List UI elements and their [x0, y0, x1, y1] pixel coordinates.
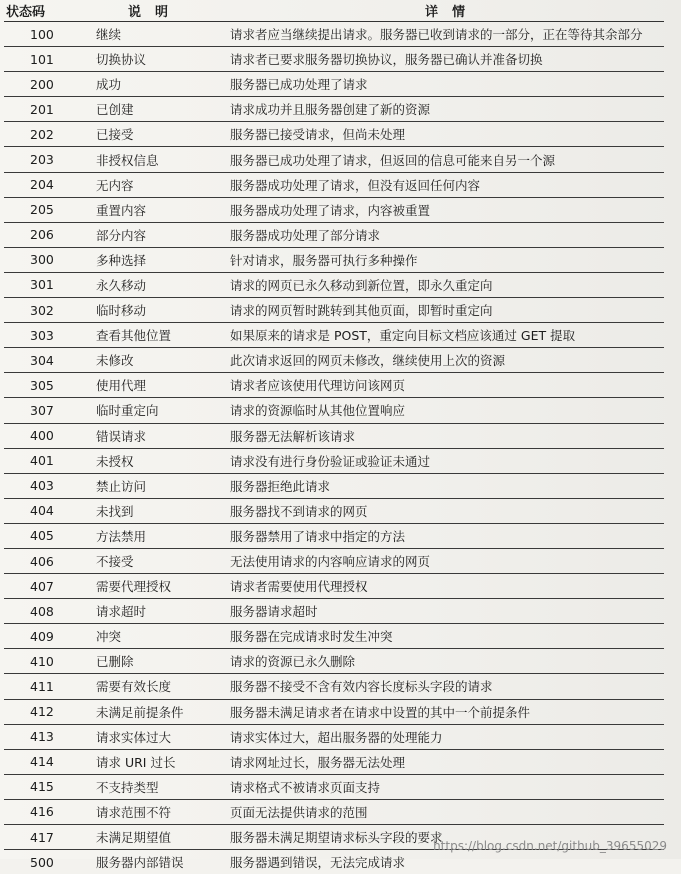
cell-code: 411 — [4, 674, 80, 699]
cell-detail: 无法使用请求的内容响应请求的网页 — [210, 548, 664, 573]
cell-detail: 服务器成功处理了请求，内容被重置 — [210, 197, 664, 222]
cell-code: 401 — [4, 448, 80, 473]
cell-desc: 未授权 — [80, 448, 210, 473]
table-row — [4, 799, 664, 824]
header-detail: 详情 — [210, 0, 664, 22]
cell-detail: 服务器无法解析该请求 — [210, 423, 664, 448]
cell-code: 307 — [4, 398, 80, 423]
cell-detail: 服务器未满足期望请求标头字段的要求 — [210, 825, 664, 850]
cell-desc: 继续 — [80, 22, 210, 47]
cell-detail: 服务器已成功处理了请求 — [210, 72, 664, 97]
cell-code: 414 — [4, 749, 80, 774]
cell-code: 302 — [4, 298, 80, 323]
cell-detail: 针对请求，服务器可执行多种操作 — [210, 247, 664, 272]
cell-desc: 非授权信息 — [80, 147, 210, 172]
cell-code: 409 — [4, 624, 80, 649]
cell-desc: 使用代理 — [80, 373, 210, 398]
cell-detail: 服务器未满足请求者在请求中设置的其中一个前提条件 — [210, 699, 664, 724]
cell-code: 405 — [4, 523, 80, 548]
cell-detail: 服务器已成功处理了请求，但返回的信息可能来自另一个源 — [210, 147, 664, 172]
cell-detail: 请求的资源已永久删除 — [210, 649, 664, 674]
table-row — [4, 97, 664, 122]
table-row — [4, 624, 664, 649]
cell-desc: 部分内容 — [80, 222, 210, 247]
cell-code: 300 — [4, 247, 80, 272]
table-row — [4, 272, 664, 297]
cell-desc: 请求超时 — [80, 599, 210, 624]
header-description: 说明 — [80, 0, 210, 22]
watermark: https://blog.csdn.net/github_39655029 — [433, 839, 667, 853]
table-row — [4, 850, 664, 874]
cell-detail: 请求网址过长，服务器无法处理 — [210, 749, 664, 774]
cell-code: 406 — [4, 548, 80, 573]
table-row — [4, 649, 664, 674]
cell-detail: 服务器不接受不含有效内容长度标头字段的请求 — [210, 674, 664, 699]
cell-detail: 请求者应该使用代理访问该网页 — [210, 373, 664, 398]
cell-detail: 服务器请求超时 — [210, 599, 664, 624]
cell-detail: 服务器遇到错误，无法完成请求 — [210, 850, 664, 874]
table-row — [4, 172, 664, 197]
table-row — [4, 222, 664, 247]
cell-desc: 重置内容 — [80, 197, 210, 222]
cell-detail: 请求实体过大，超出服务器的处理能力 — [210, 724, 664, 749]
table-body — [4, 22, 664, 874]
cell-code: 101 — [4, 47, 80, 72]
cell-code: 404 — [4, 498, 80, 523]
table-row — [4, 348, 664, 373]
cell-desc: 未满足前提条件 — [80, 699, 210, 724]
cell-code: 416 — [4, 799, 80, 824]
cell-desc: 未修改 — [80, 348, 210, 373]
table-row — [4, 423, 664, 448]
table-row — [4, 724, 664, 749]
cell-desc: 不支持类型 — [80, 774, 210, 799]
table-row — [4, 298, 664, 323]
cell-detail: 请求的资源临时从其他位置响应 — [210, 398, 664, 423]
cell-detail: 服务器拒绝此请求 — [210, 473, 664, 498]
cell-code: 203 — [4, 147, 80, 172]
cell-code: 417 — [4, 825, 80, 850]
http-status-table — [4, 0, 664, 874]
cell-code: 305 — [4, 373, 80, 398]
cell-detail: 服务器找不到请求的网页 — [210, 498, 664, 523]
cell-detail: 服务器在完成请求时发生冲突 — [210, 624, 664, 649]
cell-code: 206 — [4, 222, 80, 247]
cell-detail: 页面无法提供请求的范围 — [210, 799, 664, 824]
cell-code: 204 — [4, 172, 80, 197]
table-row — [4, 574, 664, 599]
cell-desc: 多种选择 — [80, 247, 210, 272]
table-row — [4, 122, 664, 147]
cell-desc: 临时重定向 — [80, 398, 210, 423]
cell-detail: 服务器成功处理了请求，但没有返回任何内容 — [210, 172, 664, 197]
cell-detail: 请求没有进行身份验证或验证未通过 — [210, 448, 664, 473]
cell-desc: 错误请求 — [80, 423, 210, 448]
cell-desc: 已接受 — [80, 122, 210, 147]
cell-detail: 请求格式不被请求页面支持 — [210, 774, 664, 799]
cell-desc: 不接受 — [80, 548, 210, 573]
cell-desc: 方法禁用 — [80, 523, 210, 548]
cell-code: 201 — [4, 97, 80, 122]
cell-desc: 请求范围不符 — [80, 799, 210, 824]
table-row — [4, 373, 664, 398]
cell-detail: 请求的网页已永久移动到新位置，即永久重定向 — [210, 272, 664, 297]
cell-code: 301 — [4, 272, 80, 297]
cell-detail: 服务器成功处理了部分请求 — [210, 222, 664, 247]
cell-code: 200 — [4, 72, 80, 97]
header-code: 状态码 — [4, 0, 80, 22]
cell-desc: 已删除 — [80, 649, 210, 674]
cell-code: 500 — [4, 850, 80, 874]
cell-desc: 请求实体过大 — [80, 724, 210, 749]
cell-desc: 切换协议 — [80, 47, 210, 72]
table-row — [4, 247, 664, 272]
cell-desc: 需要有效长度 — [80, 674, 210, 699]
cell-code: 400 — [4, 423, 80, 448]
table-row — [4, 523, 664, 548]
table-row — [4, 674, 664, 699]
table-row — [4, 699, 664, 724]
cell-detail: 如果原来的请求是 POST，重定向目标文档应该通过 GET 提取 — [210, 323, 664, 348]
cell-detail: 请求者需要使用代理授权 — [210, 574, 664, 599]
table-row — [4, 473, 664, 498]
table-row — [4, 498, 664, 523]
cell-desc: 已创建 — [80, 97, 210, 122]
table-row — [4, 548, 664, 573]
table-row — [4, 774, 664, 799]
cell-detail: 服务器禁用了请求中指定的方法 — [210, 523, 664, 548]
table-row — [4, 22, 664, 47]
table-row — [4, 147, 664, 172]
cell-code: 408 — [4, 599, 80, 624]
cell-desc: 请求 URI 过长 — [80, 749, 210, 774]
cell-detail: 请求者应当继续提出请求。服务器已收到请求的一部分，正在等待其余部分 — [210, 22, 664, 47]
table-header-row — [4, 0, 664, 22]
cell-code: 403 — [4, 473, 80, 498]
table-row — [4, 398, 664, 423]
cell-code: 413 — [4, 724, 80, 749]
cell-detail: 此次请求返回的网页未修改，继续使用上次的资源 — [210, 348, 664, 373]
table-row — [4, 197, 664, 222]
cell-desc: 成功 — [80, 72, 210, 97]
table-row — [4, 323, 664, 348]
cell-code: 410 — [4, 649, 80, 674]
cell-detail: 请求成功并且服务器创建了新的资源 — [210, 97, 664, 122]
cell-desc: 临时移动 — [80, 298, 210, 323]
cell-desc: 冲突 — [80, 624, 210, 649]
cell-code: 100 — [4, 22, 80, 47]
cell-code: 202 — [4, 122, 80, 147]
cell-code: 415 — [4, 774, 80, 799]
cell-detail: 请求者已要求服务器切换协议，服务器已确认并准备切换 — [210, 47, 664, 72]
table-row — [4, 72, 664, 97]
cell-code: 412 — [4, 699, 80, 724]
cell-code: 304 — [4, 348, 80, 373]
cell-desc: 禁止访问 — [80, 473, 210, 498]
table-row — [4, 448, 664, 473]
cell-desc: 查看其他位置 — [80, 323, 210, 348]
table-row — [4, 599, 664, 624]
table-row — [4, 749, 664, 774]
cell-code: 205 — [4, 197, 80, 222]
cell-code: 407 — [4, 574, 80, 599]
cell-desc: 未满足期望值 — [80, 825, 210, 850]
table-row — [4, 47, 664, 72]
cell-detail: 服务器已接受请求，但尚未处理 — [210, 122, 664, 147]
cell-detail: 请求的网页暂时跳转到其他页面，即暂时重定向 — [210, 298, 664, 323]
cell-desc: 需要代理授权 — [80, 574, 210, 599]
cell-desc: 无内容 — [80, 172, 210, 197]
cell-desc: 永久移动 — [80, 272, 210, 297]
cell-desc: 服务器内部错误 — [80, 850, 210, 874]
cell-code: 303 — [4, 323, 80, 348]
cell-desc: 未找到 — [80, 498, 210, 523]
